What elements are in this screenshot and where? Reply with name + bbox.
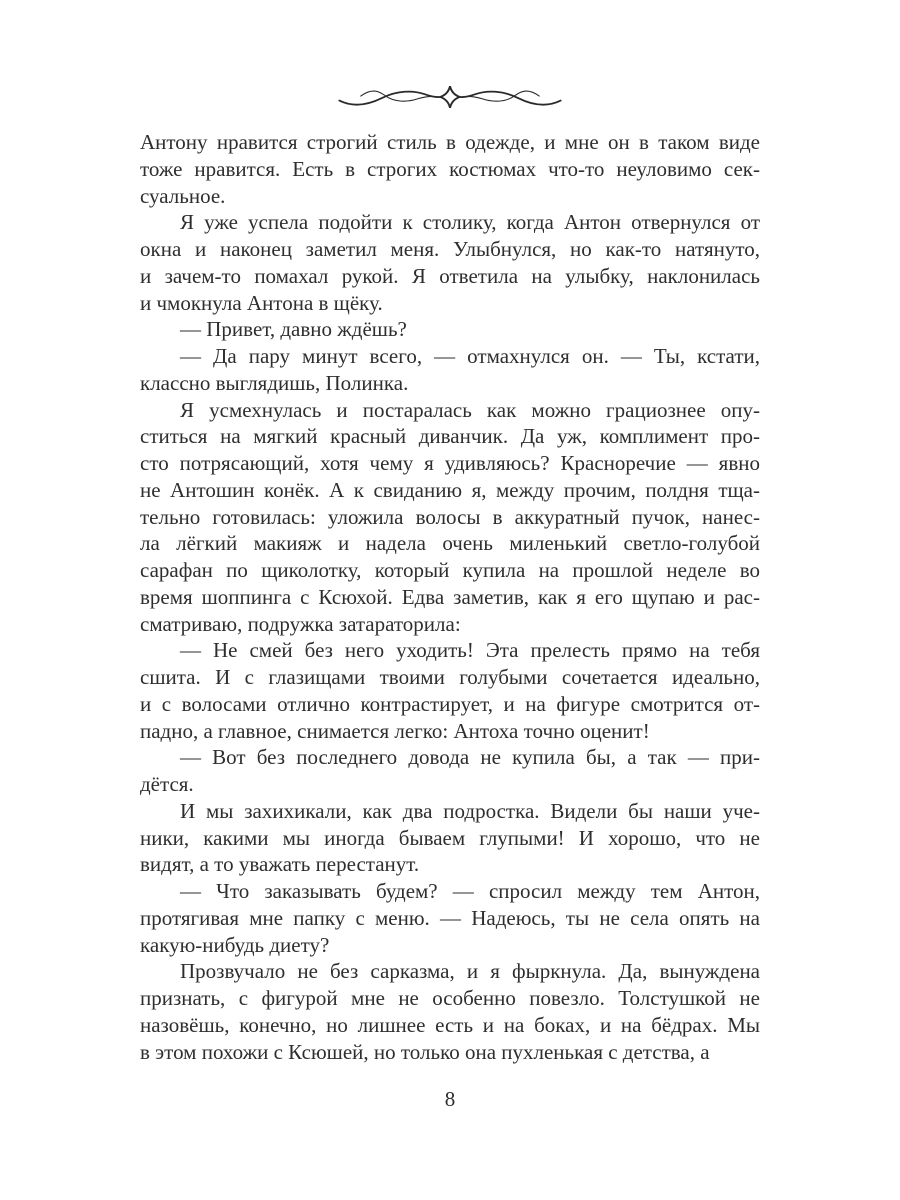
text-line: назовёшь, конечно, но лишнее есть и на боках, и на бёдрах. Мы xyxy=(140,1012,760,1037)
paragraph xyxy=(140,343,760,397)
text-line: классно выглядишь, Полинка. xyxy=(140,370,409,395)
text-line: ники, какими мы иногда бываем глупыми! И хорошо, что не xyxy=(140,825,760,850)
paragraph xyxy=(140,798,760,878)
paragraph xyxy=(140,637,760,744)
text-line: окна и наконец заметил меня. Улыбнулся, но как-то натянуто, xyxy=(140,237,760,261)
text-line: — Вот без последнего довода не купила бы, а так — при- xyxy=(180,745,760,770)
text-line: дётся. xyxy=(140,772,194,796)
text-line: — Привет, давно ждёшь? xyxy=(180,317,407,342)
text-line: признать, с фигурой мне не особенно повезло. Толстушкой не xyxy=(140,986,760,1010)
text-line: — Что заказывать будем? — спросил между тем Антон, xyxy=(180,879,760,903)
text-line: И мы захихикали, как два подростка. Видели бы наши уче- xyxy=(180,798,760,823)
page-number: 8 xyxy=(444,1087,456,1111)
text-line: тоже нравится. Есть в строгих костюмах что-то неуловимо сек- xyxy=(140,156,760,181)
text-line: Я усмехнулась и постаралась как можно грациознее опу- xyxy=(180,397,760,422)
text-line: — Не смей без него уходить! Эта прелесть прямо на тебя xyxy=(180,638,760,663)
text-line: сто потрясающий, хотя чему я удивляюсь? Красноречие — явно xyxy=(140,451,760,475)
text-line: протягивая мне папку с меню. — Надеюсь, ты не села опять на xyxy=(140,905,760,930)
text-line: какую-нибудь диету? xyxy=(140,932,330,957)
text-line: — Да пару минут всего, — отмахнулся он. — Ты, кстати, xyxy=(180,344,760,368)
body-text xyxy=(140,129,760,1065)
paragraph xyxy=(140,958,760,1065)
text-line: тельно готовилась: уложила волосы в аккуратный пучок, нанес- xyxy=(140,504,760,529)
paragraph xyxy=(140,129,760,209)
text-line: Прозвучало не без сарказма, и я фыркнула. Да, вынуждена xyxy=(180,959,760,984)
paragraph xyxy=(140,397,760,638)
text-line: и с волосами отлично контрастирует, и на фигуре смотрится от- xyxy=(140,691,760,716)
text-line: и чмокнула Антона в щёку. xyxy=(140,290,383,315)
text-line: и зачем-то помахал рукой. Я ответила на улыбку, наклонилась xyxy=(140,263,760,288)
text-line: видят, а то уважать перестанут. xyxy=(140,852,420,877)
text-line: сарафан по щиколотку, который купила на прошлой неделе во xyxy=(140,558,760,582)
flourish-divider-icon xyxy=(334,82,566,112)
text-line: Я уже успела подойти к столику, когда Антон отвернулся от xyxy=(180,210,760,235)
text-line: падно, а главное, снимается легко: Антоха точно оценит! xyxy=(140,718,650,743)
paragraph xyxy=(140,209,760,316)
text-line: Антону нравится строгий стиль в одежде, и мне он в таком виде xyxy=(140,130,760,154)
text-line: время шоппинга с Ксюхой. Едва заметив, как я его щупаю и рас- xyxy=(140,584,760,609)
text-line: суальное. xyxy=(140,183,226,208)
text-line: не Антошин конёк. А к свиданию я, между прочим, полдня тща- xyxy=(140,477,760,502)
paragraph xyxy=(140,878,760,958)
paragraph xyxy=(140,316,760,343)
text-line: ла лёгкий макияж и надела очень миленький светло-голубой xyxy=(140,531,760,556)
text-line: сшита. И с глазищами твоими голубыми сочетается идеально, xyxy=(140,665,760,689)
text-line: сматриваю, подружка затараторила: xyxy=(140,611,461,636)
paragraph xyxy=(140,744,760,798)
text-line: в этом похожи с Ксюшей, но только она пухленькая с детства, а xyxy=(140,1039,710,1064)
text-line: ститься на мягкий красный диванчик. Да уж, комплимент про- xyxy=(140,424,760,449)
